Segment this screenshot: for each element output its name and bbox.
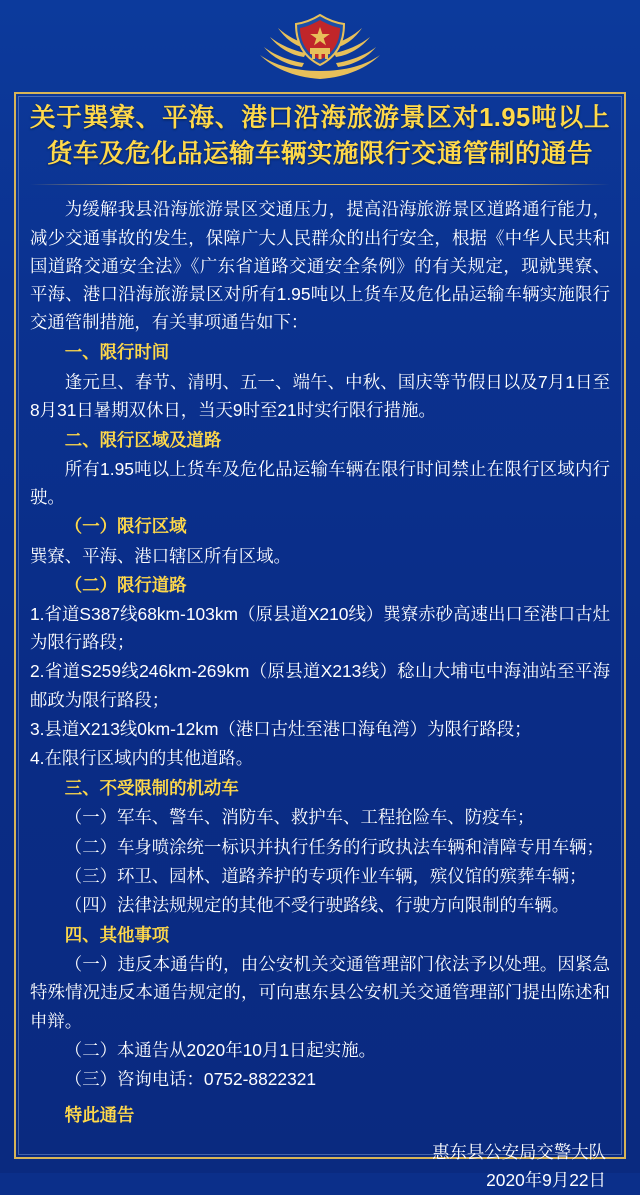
section-2-sub-2-paragraph-2: 2.省道S259线246km-269km（原县道X213线）稔山大埔屯中海油站至平海邮政为限行路段； (30, 661, 610, 710)
china-police-emblem-icon (254, 9, 386, 89)
section-3-paragraph-2: （二）车身喷涂统一标识并执行任务的行政执法车辆和清障专用车辆； (64, 836, 604, 857)
section-heading-4: 四、其他事项 (64, 925, 170, 946)
signature-block (30, 1139, 610, 1195)
title-divider (30, 184, 610, 185)
section-heading-2: 二、限行区域及道路 (64, 429, 222, 450)
notice-content (0, 92, 640, 1195)
notice-body (30, 195, 610, 1129)
issue-date: 2020年9月22日 (486, 1170, 606, 1191)
section-3-paragraph-1: （一）军车、警车、消防车、救护车、工程抢险车、防疫车； (64, 807, 535, 828)
section-heading-3: 三、不受限制的机动车 (64, 778, 239, 799)
section-2-sub-1-paragraph-1: 巽寮、平海、港口辖区所有区域。 (30, 545, 291, 566)
section-4-paragraph-2: （二）本通告从2020年10月1日起实施。 (64, 1039, 376, 1060)
section-3-paragraph-4: （四）法律法规规定的其他不受行驶路线、行驶方向限制的车辆。 (64, 894, 570, 915)
section-heading-1: 一、限行时间 (64, 342, 170, 363)
page-title: 关于巽寮、平海、港口沿海旅游景区对1.95吨以上货车及危化品运输车辆实施限行交通管制的通告 (30, 104, 610, 169)
section-2-sub-2-paragraph-3: 3.县道X213线0km-12km（港口古灶至港口海龟湾）为限行路段； (30, 718, 532, 739)
emblem-container (0, 0, 640, 92)
closing-statement: 特此通告 (64, 1105, 135, 1126)
intro-paragraph: 为缓解我县沿海旅游景区交通压力，提高沿海旅游景区道路通行能力，减少交通事故的发生，保障广大人民群众的出行安全，根据《中华人民共和国道路交通安全法》《广东省道路交通安全条例》的有关规定，现就巽寮、平海、港口沿海旅游景区对所有1.95吨以上货车及危化品运输车辆实施限行交通管制措施，有关事项通告如下： (30, 199, 610, 333)
section-1-paragraph-1: 逢元旦、春节、清明、五一、端午、中秋、国庆等节假日以及7月1日至8月31日暑期双休日，当天9时至21时实行限行措施。 (30, 371, 610, 420)
section-4-paragraph-3: （三）咨询电话：0752-8822321 (64, 1069, 317, 1090)
section-2-sub-heading-2: （二）限行道路 (64, 574, 187, 595)
section-2-sub-2-paragraph-1: 1.省道S387线68km-103km（原县道X210线）巽寮赤砂高速出口至港口古灶为限行路段； (30, 604, 610, 653)
section-2-paragraph-1: 所有1.95吨以上货车及危化品运输车辆在限行时间禁止在限行区域内行驶。 (30, 459, 610, 508)
issuer-name: 惠东县公安局交警大队 (432, 1142, 606, 1163)
section-2-sub-heading-1: （一）限行区域 (64, 516, 187, 537)
section-4-paragraph-1: （一）违反本通告的，由公安机关交通管理部门依法予以处理。因紧急特殊情况违反本通告规定的，可向惠东县公安机关交通管理部门提出陈述和申辩。 (30, 954, 610, 1031)
section-2-sub-2-paragraph-4: 4.在限行区域内的其他道路。 (30, 747, 254, 768)
section-3-paragraph-3: （三）环卫、园林、道路养护的专项作业车辆，殡仪馆的殡葬车辆； (64, 865, 587, 886)
